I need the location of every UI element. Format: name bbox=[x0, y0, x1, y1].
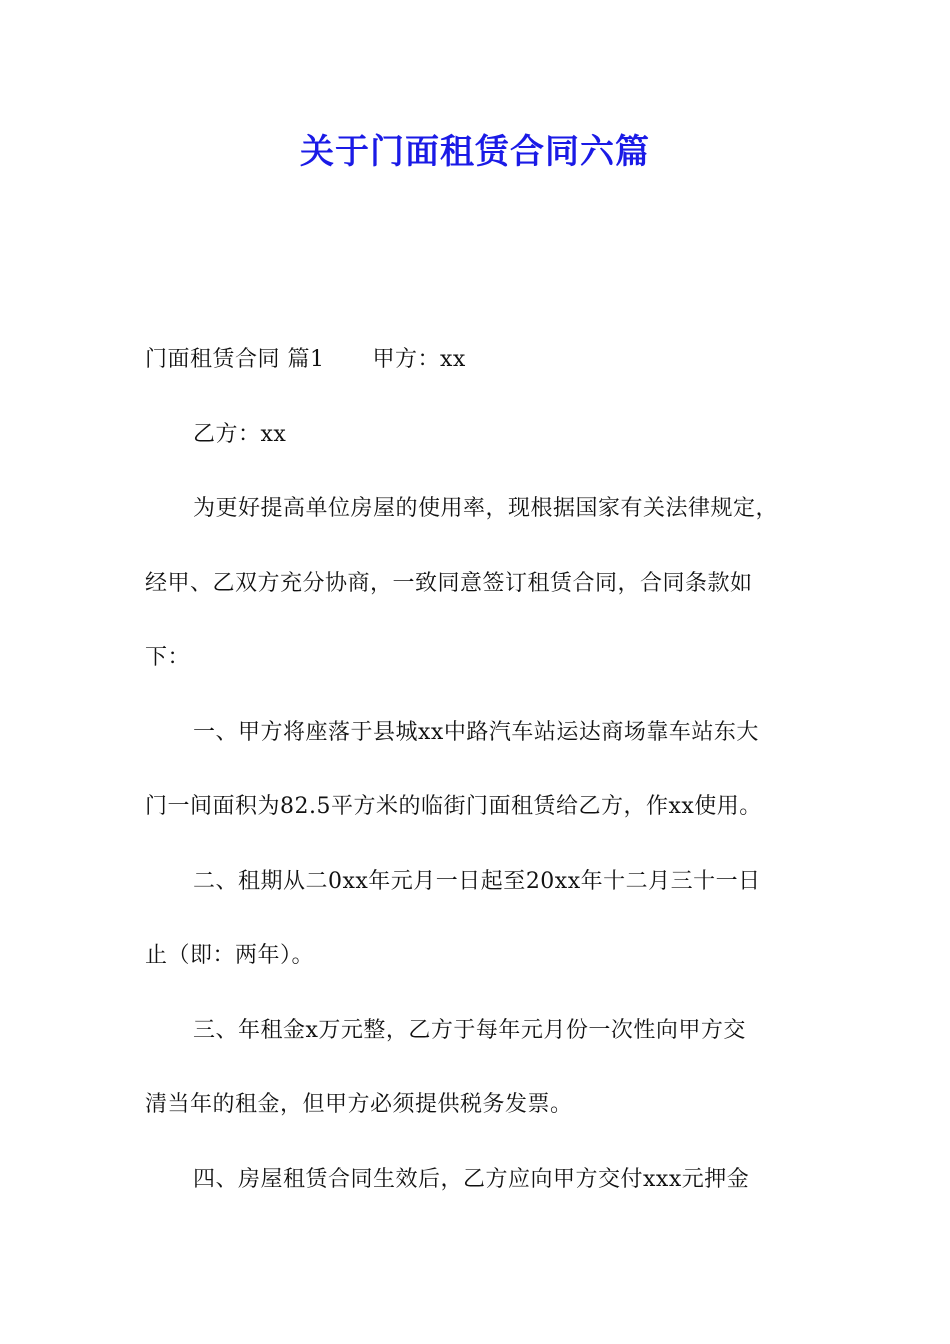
clause-3-line: 三、年租金x万元整，乙方于每年元月份一次性向甲方交 bbox=[193, 1018, 746, 1043]
clause-1-line: 门一间面积为82.5平方米的临街门面租赁给乙方，作xx使用。 bbox=[145, 794, 762, 819]
clause-2-line: 二、租期从二0xx年元月一日起至20xx年十二月三十一日 bbox=[193, 869, 761, 894]
document-title: 关于门面租赁合同六篇 bbox=[300, 132, 650, 172]
party-a: 甲方：xx bbox=[372, 347, 466, 372]
paragraph-line: 下： bbox=[145, 645, 191, 670]
clause-2-line: 止（即：两年）。 bbox=[145, 943, 315, 968]
party-b-line: 乙方：xx bbox=[193, 422, 287, 447]
clause-3-line: 清当年的租金，但甲方必须提供税务发票。 bbox=[145, 1092, 573, 1117]
clause-1-line: 一、甲方将座落于县城xx中路汽车站运达商场靠车站东大 bbox=[193, 720, 759, 745]
section-heading-line bbox=[145, 344, 466, 376]
section-title: 门面租赁合同 篇1 bbox=[145, 347, 325, 372]
paragraph-line: 为更好提高单位房屋的使用率，现根据国家有关法律规定， bbox=[193, 496, 779, 521]
paragraph-line: 经甲、乙双方充分协商，一致同意签订租赁合同，合同条款如 bbox=[145, 571, 753, 596]
clause-4-line: 四、房屋租赁合同生效后，乙方应向甲方交付xxx元押金 bbox=[193, 1167, 750, 1192]
